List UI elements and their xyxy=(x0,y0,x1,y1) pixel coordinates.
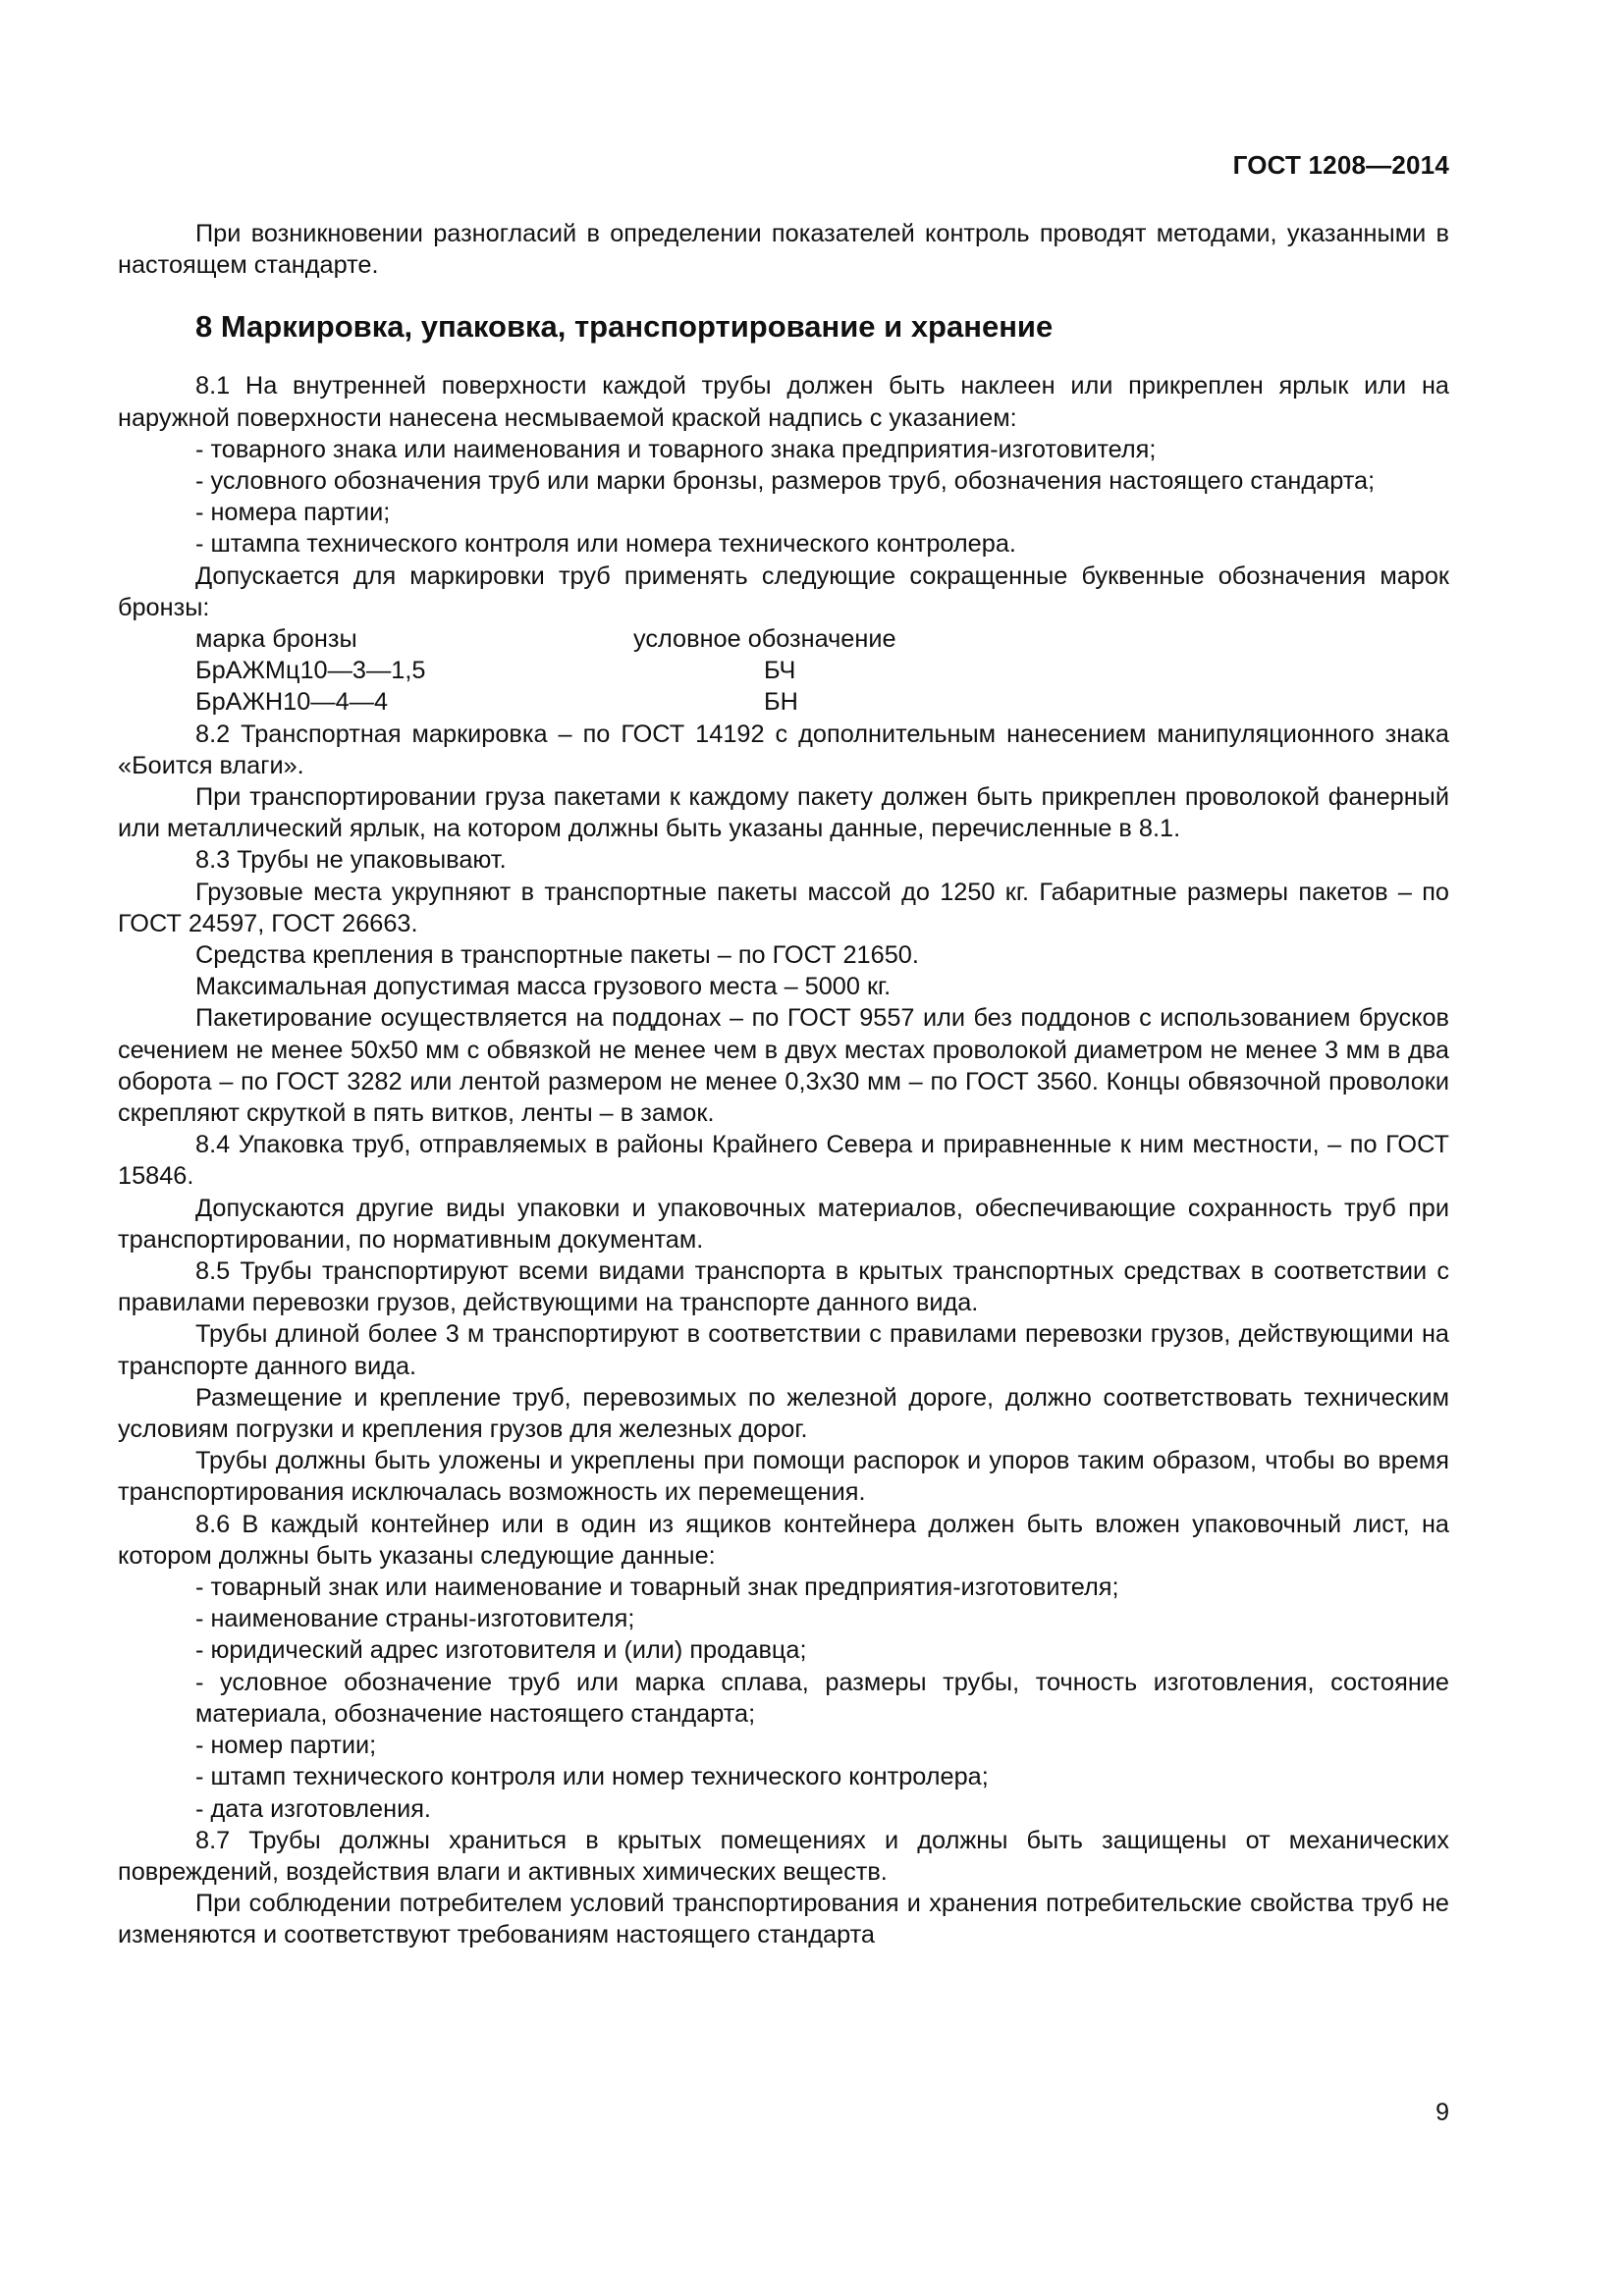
list-item: - наименование страны-изготовителя; xyxy=(195,1605,635,1633)
col-header-grade: марка бронзы xyxy=(195,625,357,654)
paragraph-8-3: 8.3 Трубы не упаковывают. xyxy=(195,846,507,875)
list-item: - условное обозначение труб или марка сплава, размеры трубы, точность изготовления, состояние материала, обозначение настоящего стандарта; xyxy=(195,1668,1449,1728)
paragraph: Трубы должны быть уложены и укреплены при помощи распорок и упоров таким образом, чтобы во время транспортирования исключалась возможность их перемещения. xyxy=(118,1447,1449,1507)
intro-paragraph: При возникновении разногласий в определении показателей контроль проводят методами, указанными в настоящем стандарте. xyxy=(118,220,1449,280)
list-item: - условного обозначения труб или марки бронзы, размеров труб, обозначения настоящего стандарта; xyxy=(195,467,1376,496)
table-cell-designation: БН xyxy=(764,688,798,717)
list-item: - товарного знака или наименования и товарного знака предприятия-изготовителя; xyxy=(195,435,1157,463)
list-item: - товарный знак или наименование и товарный знак предприятия-изготовителя; xyxy=(195,1574,1119,1602)
paragraph-8-2: 8.2 Транспортная маркировка – по ГОСТ 14192 с дополнительным нанесением манипуляционного знака «Боится влаги». xyxy=(118,720,1449,779)
paragraph: Пакетирование осуществляется на поддонах – по ГОСТ 9557 или без поддонов с использованием брусков сечением не менее 50х50 мм с обвязкой не менее чем в двух местах проволокой диаметром не менее 3 мм в два оборота – по ГОСТ 3282 или лентой размером не менее 0,3х30 мм – по ГОСТ 3560. Концы обвязочной проволоки скрепляют скруткой в пять витков, ленты – в замок. xyxy=(118,1004,1449,1128)
abbrev-table-header xyxy=(118,623,1449,655)
paragraph-8-5: 8.5 Трубы транспортируют всеми видами транспорта в крытых транспортных средствах в соответствии с правилами перевозки грузов, действующими на транспорте данного вида. xyxy=(118,1257,1449,1317)
paragraph: Трубы длиной более 3 м транспортируют в соответствии с правилами перевозки грузов, действующими на транспорте данного вида. xyxy=(118,1320,1449,1380)
list-item: - номера партии; xyxy=(195,499,391,527)
table-cell-designation: БЧ xyxy=(764,657,796,685)
paragraph: Размещение и крепление труб, перевозимых по железной дороге, должно соответствовать техническим условиям погрузки и крепления грузов для железных дорог. xyxy=(118,1383,1449,1444)
table-row xyxy=(118,655,1449,686)
paragraph-8-6: 8.6 В каждый контейнер или в один из ящиков контейнера должен быть вложен упаковочный лист, на котором должны быть указаны следующие данные: xyxy=(118,1510,1449,1570)
list-item: - штамп технического контроля или номер технического контролера; xyxy=(195,1763,989,1791)
paragraph: При транспортировании груза пакетами к каждому пакету должен быть прикреплен проволокой фанерный или металлический ярлык, на котором должны быть указаны данные, перечисленные в 8.1. xyxy=(118,783,1449,843)
paragraph-8-4: 8.4 Упаковка труб, отправляемых в районы Крайнего Севера и приравненные к ним местности, – по ГОСТ 15846. xyxy=(118,1131,1449,1191)
list-item: - штампа технического контроля или номера технического контролера. xyxy=(195,530,1016,559)
paragraph: Допускаются другие виды упаковки и упаковочных материалов, обеспечивающие сохранность труб при транспортировании, по нормативным документам. xyxy=(118,1194,1449,1254)
paragraph: Максимальная допустимая масса грузового места – 5000 кг. xyxy=(195,973,892,1001)
paragraph: Средства крепления в транспортные пакеты – по ГОСТ 21650. xyxy=(195,941,919,970)
paragraph: Грузовые места укрупняют в транспортные пакеты массой до 1250 кг. Габаритные размеры пакетов – по ГОСТ 24597, ГОСТ 26663. xyxy=(118,878,1449,937)
col-header-designation: условное обозначение xyxy=(633,625,896,654)
list-item: - номер партии; xyxy=(195,1732,377,1760)
document-code: ГОСТ 1208—2014 xyxy=(1232,150,1449,180)
paragraph-8-1: 8.1 На внутренней поверхности каждой трубы должен быть наклеен или прикреплен ярлык или на наружной поверхности нанесена несмываемой краской надпись с указанием: xyxy=(118,372,1449,432)
table-row xyxy=(118,686,1449,718)
page-number: 9 xyxy=(1435,2099,1449,2126)
list-item: - юридический адрес изготовителя и (или) продавца; xyxy=(195,1636,807,1665)
list-item: - дата изготовления. xyxy=(195,1794,431,1823)
table-cell-grade: БрАЖН10—4—4 xyxy=(195,688,389,717)
paragraph-abbrev-allowed: Допускается для маркировки труб применять следующие сокращенные буквенные обозначения марок бронзы: xyxy=(118,561,1449,621)
paragraph-8-7: 8.7 Трубы должны храниться в крытых помещениях и должны быть защищены от механических повреждений, воздействия влаги и активных химических веществ. xyxy=(118,1826,1449,1886)
paragraph: При соблюдении потребителем условий транспортирования и хранения потребительские свойства труб не изменяются и соответствуют требованиям настоящего стандарта xyxy=(118,1890,1449,1949)
section-heading: 8 Маркировка, упаковка, транспортирование и хранение xyxy=(195,309,1054,345)
page-content xyxy=(118,218,1449,1951)
table-cell-grade: БрАЖМц10—3—1,5 xyxy=(195,657,426,685)
